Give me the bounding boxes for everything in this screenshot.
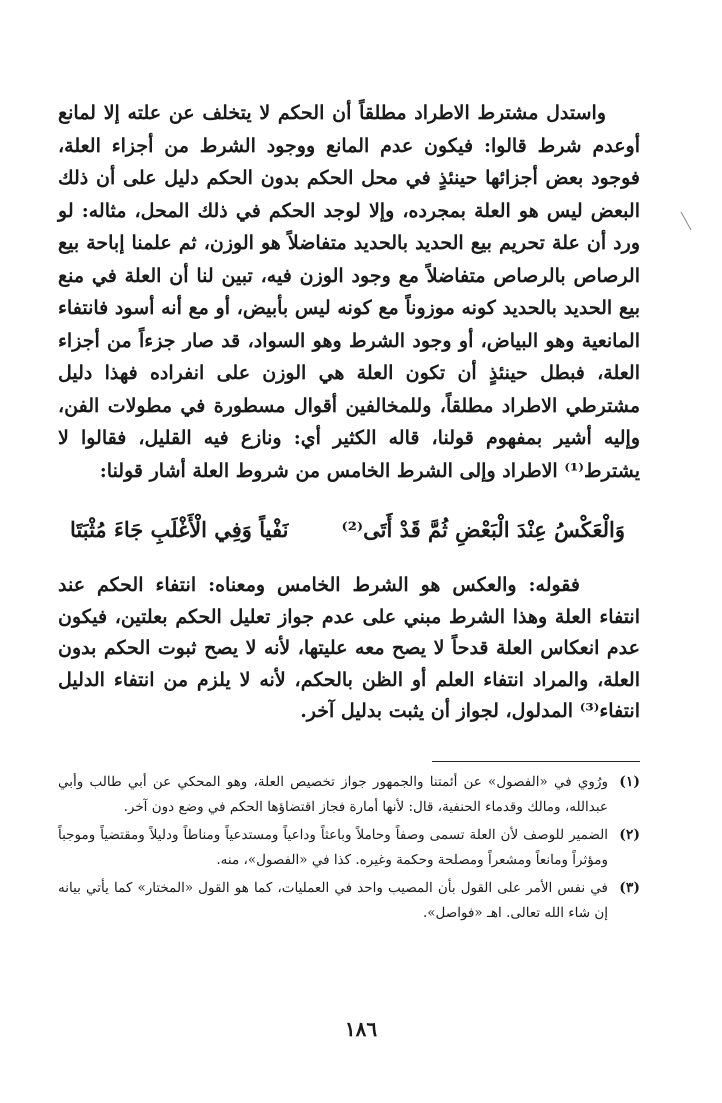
verse-first-hemistich: وَالْعَكْسُ عِنْدَ الْبَعْضِ ثُمَّ قَدْ أَتَى⁽²⁾ [341,517,625,542]
footnote-number: (١) [619,774,640,790]
page-number: ١٨٦ [344,1017,378,1041]
paragraph-2: فقوله: والعكس هو الشرط الخامس ومعناه: انتفاء الحكم عند انتفاء العلة وهذا الشرط مبني على عدم جواز تعليل الحكم بعلتين، فيكون عدم انعكاس العلة قدحاً لا يصح معه عليتها، لأنه لا يصح ثبوت الحكم بدون العلة، والمراد انتفاء العلم أو الظن بالحكم، لأنه لا يلزم من انتفاء الدليل انتفاء⁽³⁾ المدلول، لجواز أن يثبت بدليل آخر. [58,574,640,722]
footnote-number: (٢) [619,827,640,843]
footnote-number: (٣) [619,880,640,896]
footnote-text: في نفس الأمر على القول بأن المصيب واحد في العمليات، كما هو القول «المختار» كما يأتي بيانه إن شاء الله تعالى. اهـ «فواصل». [58,880,608,921]
footnotes [58,770,640,929]
main-text-continued [58,570,640,728]
verse-second-hemistich: نَفْياً وَفِي الْأَغْلَبِ جَاءَ مُثْبَتَا [70,517,289,542]
margin-tick-mark [679,210,693,232]
footnote-3 [58,876,640,926]
main-text [58,97,640,487]
paragraph-1: واستدل مشترط الاطراد مطلقاً أن الحكم لا يتخلف عن علته إلا لمانع أوعدم شرط قالوا: فيكون عدم المانع ووجود الشرط من أجزاء العلة، فوجود بعض أجزائها حينئذٍ في محل الحكم بدون الحكم دليل على أن ذلك البعض ليس هو العلة بمجرده، وإلا لوجد الحكم في ذلك المحل، مثاله: لو ورد أن علة تحريم بيع الحديد بالحديد متفاضلاً هو الوزن، ثم علمنا إباحة بيع الرصاص بالرصاص متفاضلاً مع وجود الوزن فيه، تبين لنا أن العلة في منع بيع الحديد بالحديد كونه موزوناً مع كونه ليس بأبيض، أو مع أنه أسود فانتفاء المانعية وهو البياض، أو وجود الشرط وهو السواد، قد صار جزءاً من أجزاء العلة، فبطل حينئذٍ أن تكون العلة هي الوزن على انفراده فهذا دليل مشترطي الاطراد مطلقاً، وللمخالفين أقوال مسطورة في مطولات الفن، وإليه أشير بمفهوم قولنا، قاله الكثير أي: ونازع فيه القليل، فقالوا لا يشترط⁽¹⁾ الاطراد وإلى الشرط الخامس من شروط العلة أشار قولنا: [58,102,640,482]
verse-line [70,517,625,557]
footnote-1 [58,770,640,820]
footnote-2 [58,823,640,873]
footnote-separator [432,761,640,762]
footnote-text: ورُوي في «الفصول» عن أئمتنا والجمهور جواز تخصيص العلة، وهو المحكي عن أبي طالب وأبي عبدالله، ومالك وقدماء الحنفية، قال: لأنها أمارة فجاز اقتضاؤها الحكم في وضع دون آخر. [58,774,608,815]
footnote-text: الضمير للوصف لأن العلة تسمى وصفاً وحاملاً وباعثاً وداعياً ومستدعياً ومناطاً ودليلاً ومقتضياً وموجباً ومؤثراً ومانعاً ومشعراً ومصلحة وحكمة وغيره. كذا في «الفصول»، منه. [58,827,608,868]
